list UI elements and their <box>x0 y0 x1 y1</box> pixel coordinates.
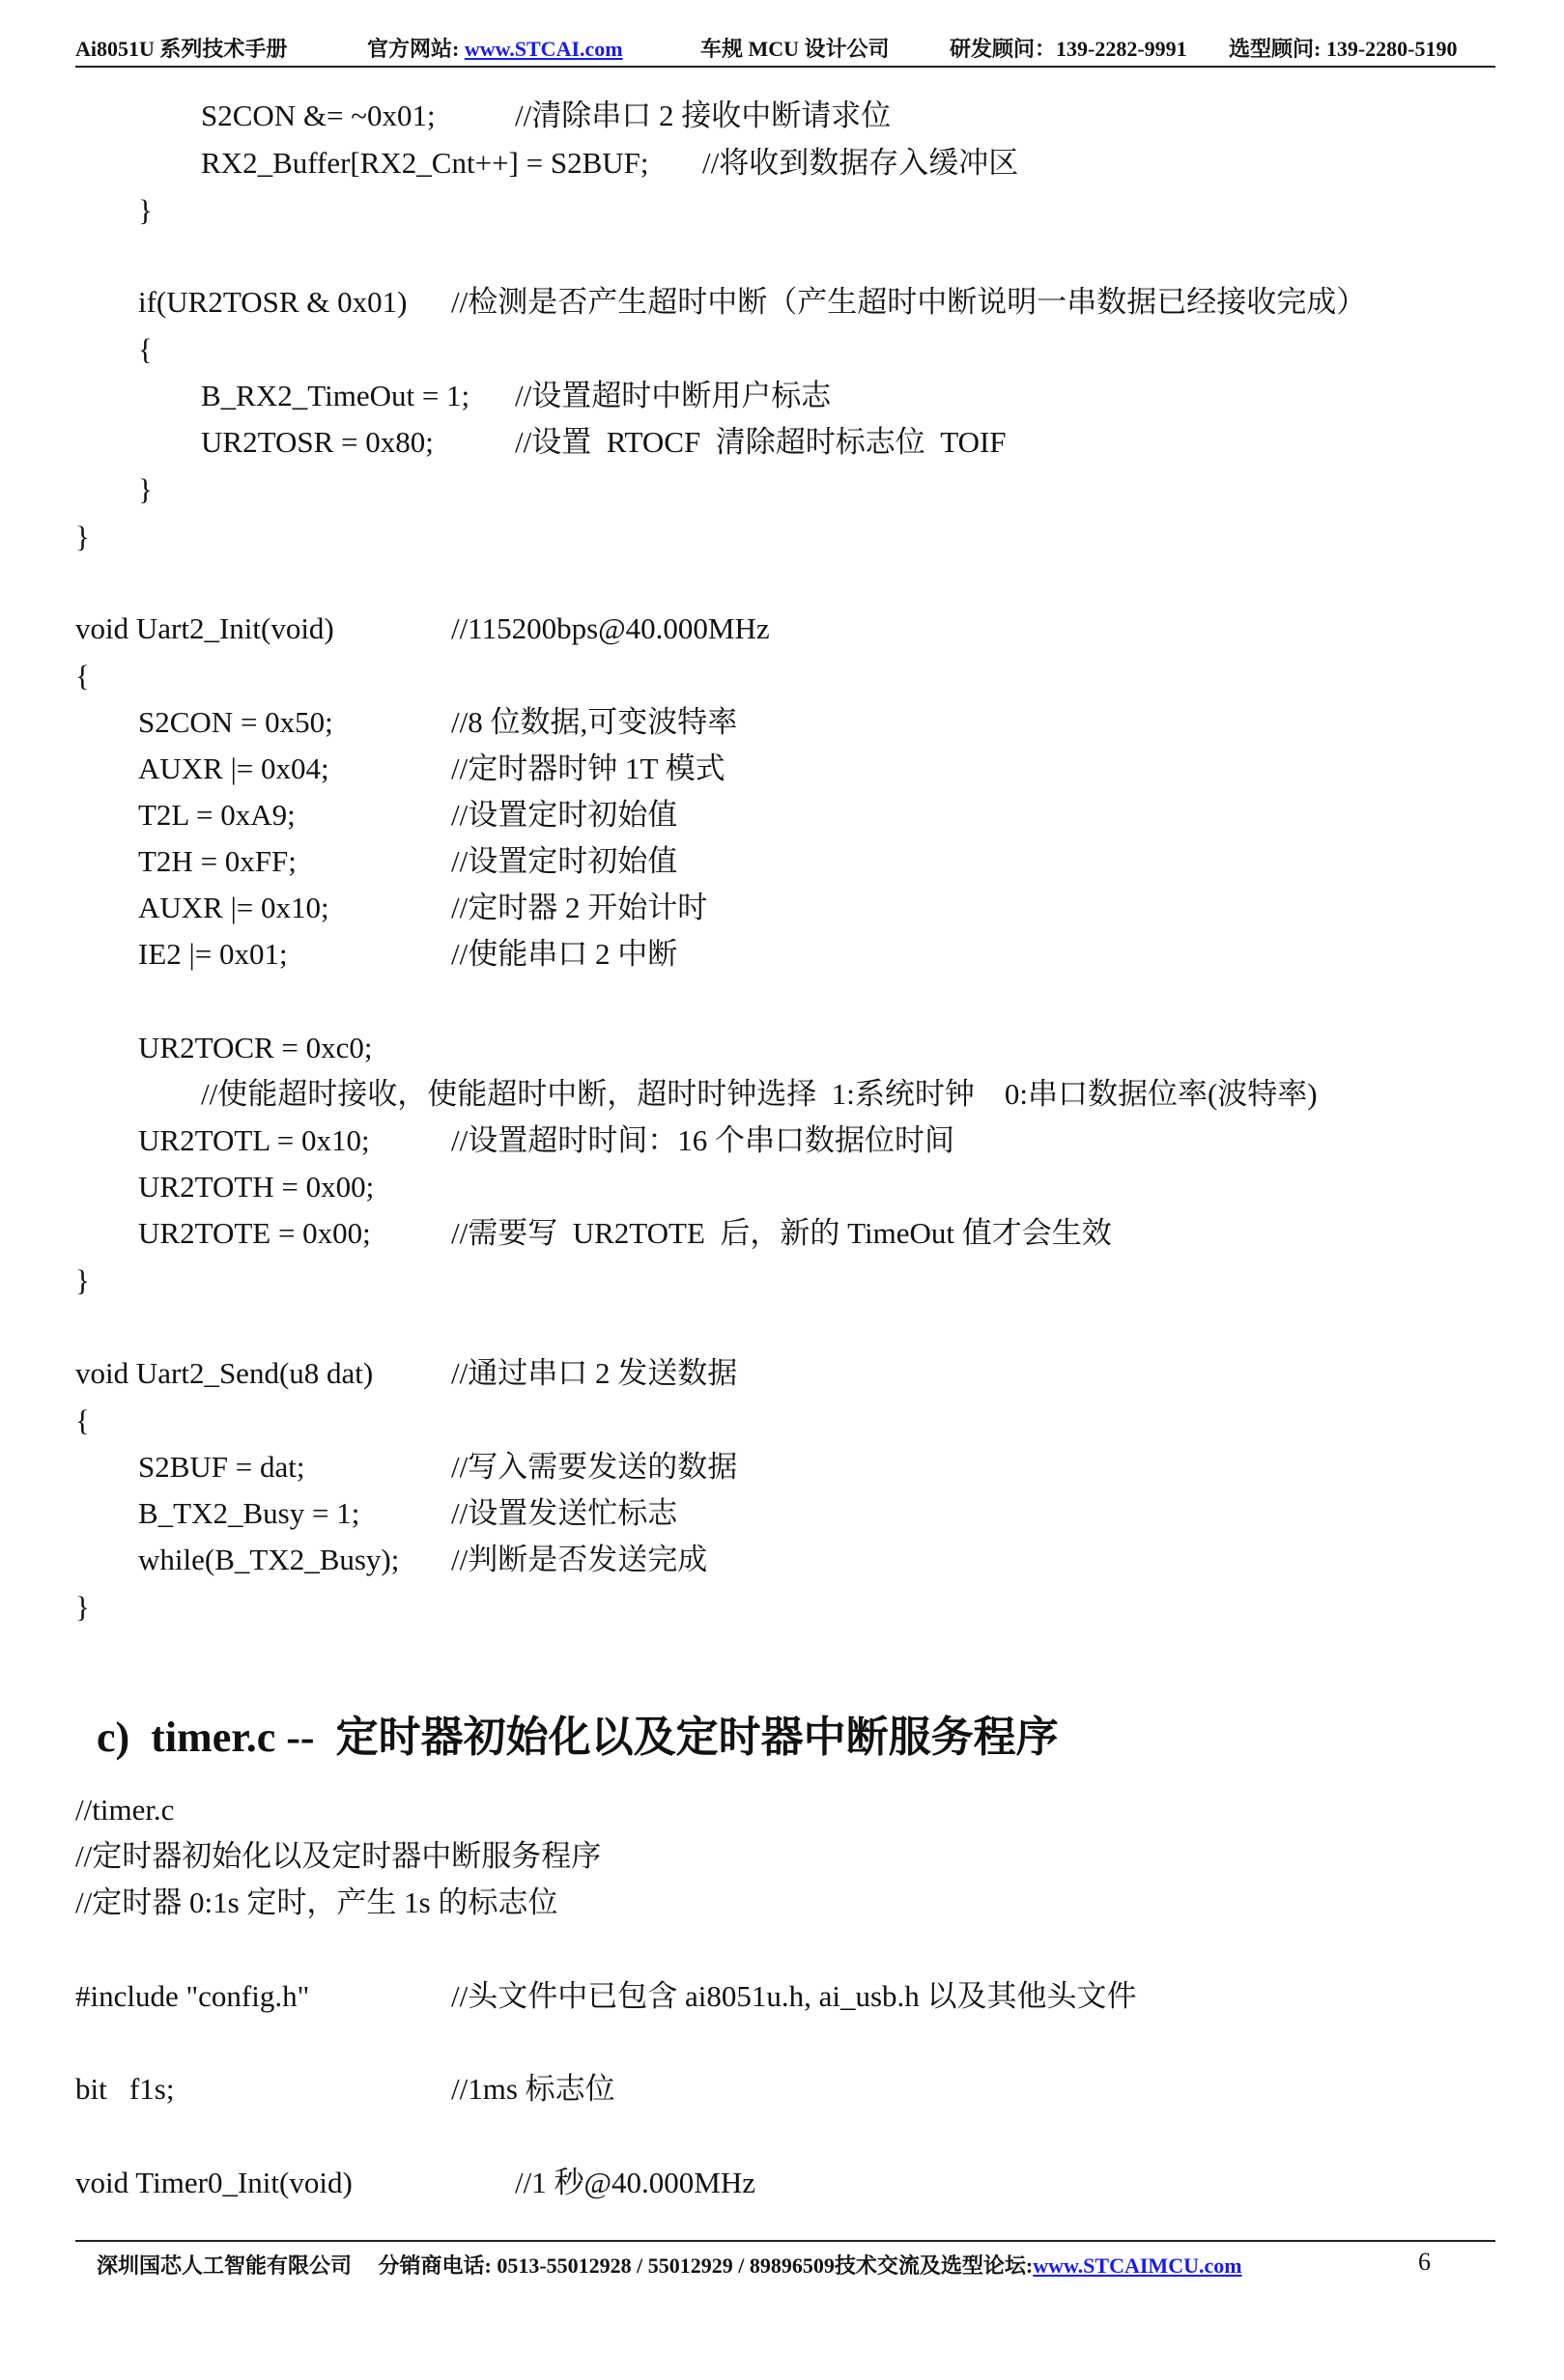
code-line: UR2TOSR = 0x80; <box>201 425 434 459</box>
code-line: AUXR |= 0x10; <box>138 891 329 924</box>
code-line: RX2_Buffer[RX2_Cnt++] = S2BUF; <box>201 146 649 180</box>
page-number: 6 <box>1418 2248 1431 2276</box>
code-line: UR2TOTL = 0x10; <box>138 1123 370 1157</box>
site-link[interactable]: www.STCAI.com <box>464 37 623 61</box>
page-header <box>75 29 1495 62</box>
code-comment: //清除串口 2 接收中断请求位 <box>515 99 892 132</box>
code-comment: //设置定时初始值 <box>451 798 678 832</box>
code-line: void Timer0_Init(void) <box>75 2166 353 2199</box>
code-line: UR2TOTH = 0x00; <box>138 1170 375 1204</box>
code-line: } <box>75 520 90 553</box>
code-line: { <box>75 659 90 693</box>
footer-company: 深圳国芯人工智能有限公司 <box>97 2253 353 2278</box>
code-comment: //设置超时中断用户标志 <box>515 379 832 412</box>
code-line: } <box>138 193 153 227</box>
code-line: B_TX2_Busy = 1; <box>138 1496 360 1530</box>
code-line: #include "config.h" <box>75 1979 310 2013</box>
code-line: void Uart2_Init(void) <box>75 611 334 645</box>
code-line: T2L = 0xA9; <box>138 798 296 832</box>
section-heading: c) timer.c -- 定时器初始化以及定时器中断服务程序 <box>97 1714 1059 1761</box>
sel-contact: 选型顾问: 139-2280-5190 <box>1229 37 1458 61</box>
code-line: B_RX2_TimeOut = 1; <box>201 379 470 412</box>
code-line: while(B_TX2_Busy); <box>138 1543 400 1576</box>
code-comment: //1 秒@40.000MHz <box>515 2166 755 2199</box>
page-footer <box>97 2250 1497 2282</box>
code-line: } <box>138 472 153 506</box>
code-comment: //定时器 2 开始计时 <box>451 891 708 924</box>
code-line: UR2TOTE = 0x00; <box>138 1216 371 1250</box>
footer-rule <box>75 2240 1495 2242</box>
code-comment: //设置定时初始值 <box>451 844 678 878</box>
code-line: S2BUF = dat; <box>138 1450 305 1484</box>
code-line: //定时器初始化以及定时器中断服务程序 <box>75 1839 602 1873</box>
code-line: S2CON &= ~0x01; <box>201 99 436 132</box>
site-label-text: 官方网站: <box>367 37 465 61</box>
code-line: UR2TOCR = 0xc0; <box>138 1031 373 1064</box>
code-line: { <box>138 332 153 366</box>
code-line: { <box>75 1403 90 1437</box>
code-line: if(UR2TOSR & 0x01) <box>138 285 408 319</box>
code-comment: //检测是否产生超时中断（产生超时中断说明一串数据已经接收完成） <box>451 285 1367 319</box>
code-comment: //定时器时钟 1T 模式 <box>451 751 725 785</box>
code-comment: //设置超时时间：16 个串口数据位时间 <box>451 1123 954 1157</box>
code-line: bit f1s; <box>75 2072 175 2106</box>
code-line: } <box>75 1590 90 1624</box>
code-line: //timer.c <box>75 1793 175 1827</box>
code-line: IE2 |= 0x01; <box>138 937 288 971</box>
code-comment: //写入需要发送的数据 <box>451 1450 738 1484</box>
site-label <box>367 33 623 63</box>
code-comment: //头文件中已包含 ai8051u.h, ai_usb.h 以及其他头文件 <box>451 1979 1137 2013</box>
company-tagline: 车规 MCU 设计公司 <box>700 37 890 61</box>
rd-contact: 研发顾问：139-2282-9991 <box>950 37 1187 61</box>
footer-contact: 分销商电话: 0513-55012928 / 55012929 / 89896509技术交流及选型论坛: <box>378 2253 1034 2278</box>
code-comment: //1ms 标志位 <box>451 2072 615 2106</box>
code-comment: //需要写 UR2TOTE 后，新的 TimeOut 值才会生效 <box>451 1216 1112 1250</box>
code-comment: //将收到数据存入缓冲区 <box>702 146 1019 180</box>
code-line: T2H = 0xFF; <box>138 844 297 878</box>
code-line: S2CON = 0x50; <box>138 705 333 739</box>
forum-link[interactable]: www.STCAIMCU.com <box>1033 2253 1242 2278</box>
code-comment: //通过串口 2 发送数据 <box>451 1356 738 1390</box>
code-comment: //设置发送忙标志 <box>451 1496 678 1530</box>
code-comment: //8 位数据,可变波特率 <box>451 705 738 739</box>
header-rule <box>75 66 1495 68</box>
code-line: AUXR |= 0x04; <box>138 751 329 785</box>
code-comment: //使能串口 2 中断 <box>451 937 678 971</box>
code-comment: //115200bps@40.000MHz <box>451 611 770 645</box>
code-comment: //判断是否发送完成 <box>451 1543 708 1576</box>
code-comment: //设置 RTOCF 清除超时标志位 TOIF <box>515 425 1007 459</box>
code-line: void Uart2_Send(u8 dat) <box>75 1356 374 1390</box>
code-comment: //使能超时接收，使能超时中断，超时时钟选择 1:系统时钟 0:串口数据位率(波特率) <box>201 1077 1318 1111</box>
code-line: //定时器 0:1s 定时，产生 1s 的标志位 <box>75 1885 558 1919</box>
doc-title: Ai8051U 系列技术手册 <box>75 37 288 61</box>
code-line: } <box>75 1263 90 1297</box>
